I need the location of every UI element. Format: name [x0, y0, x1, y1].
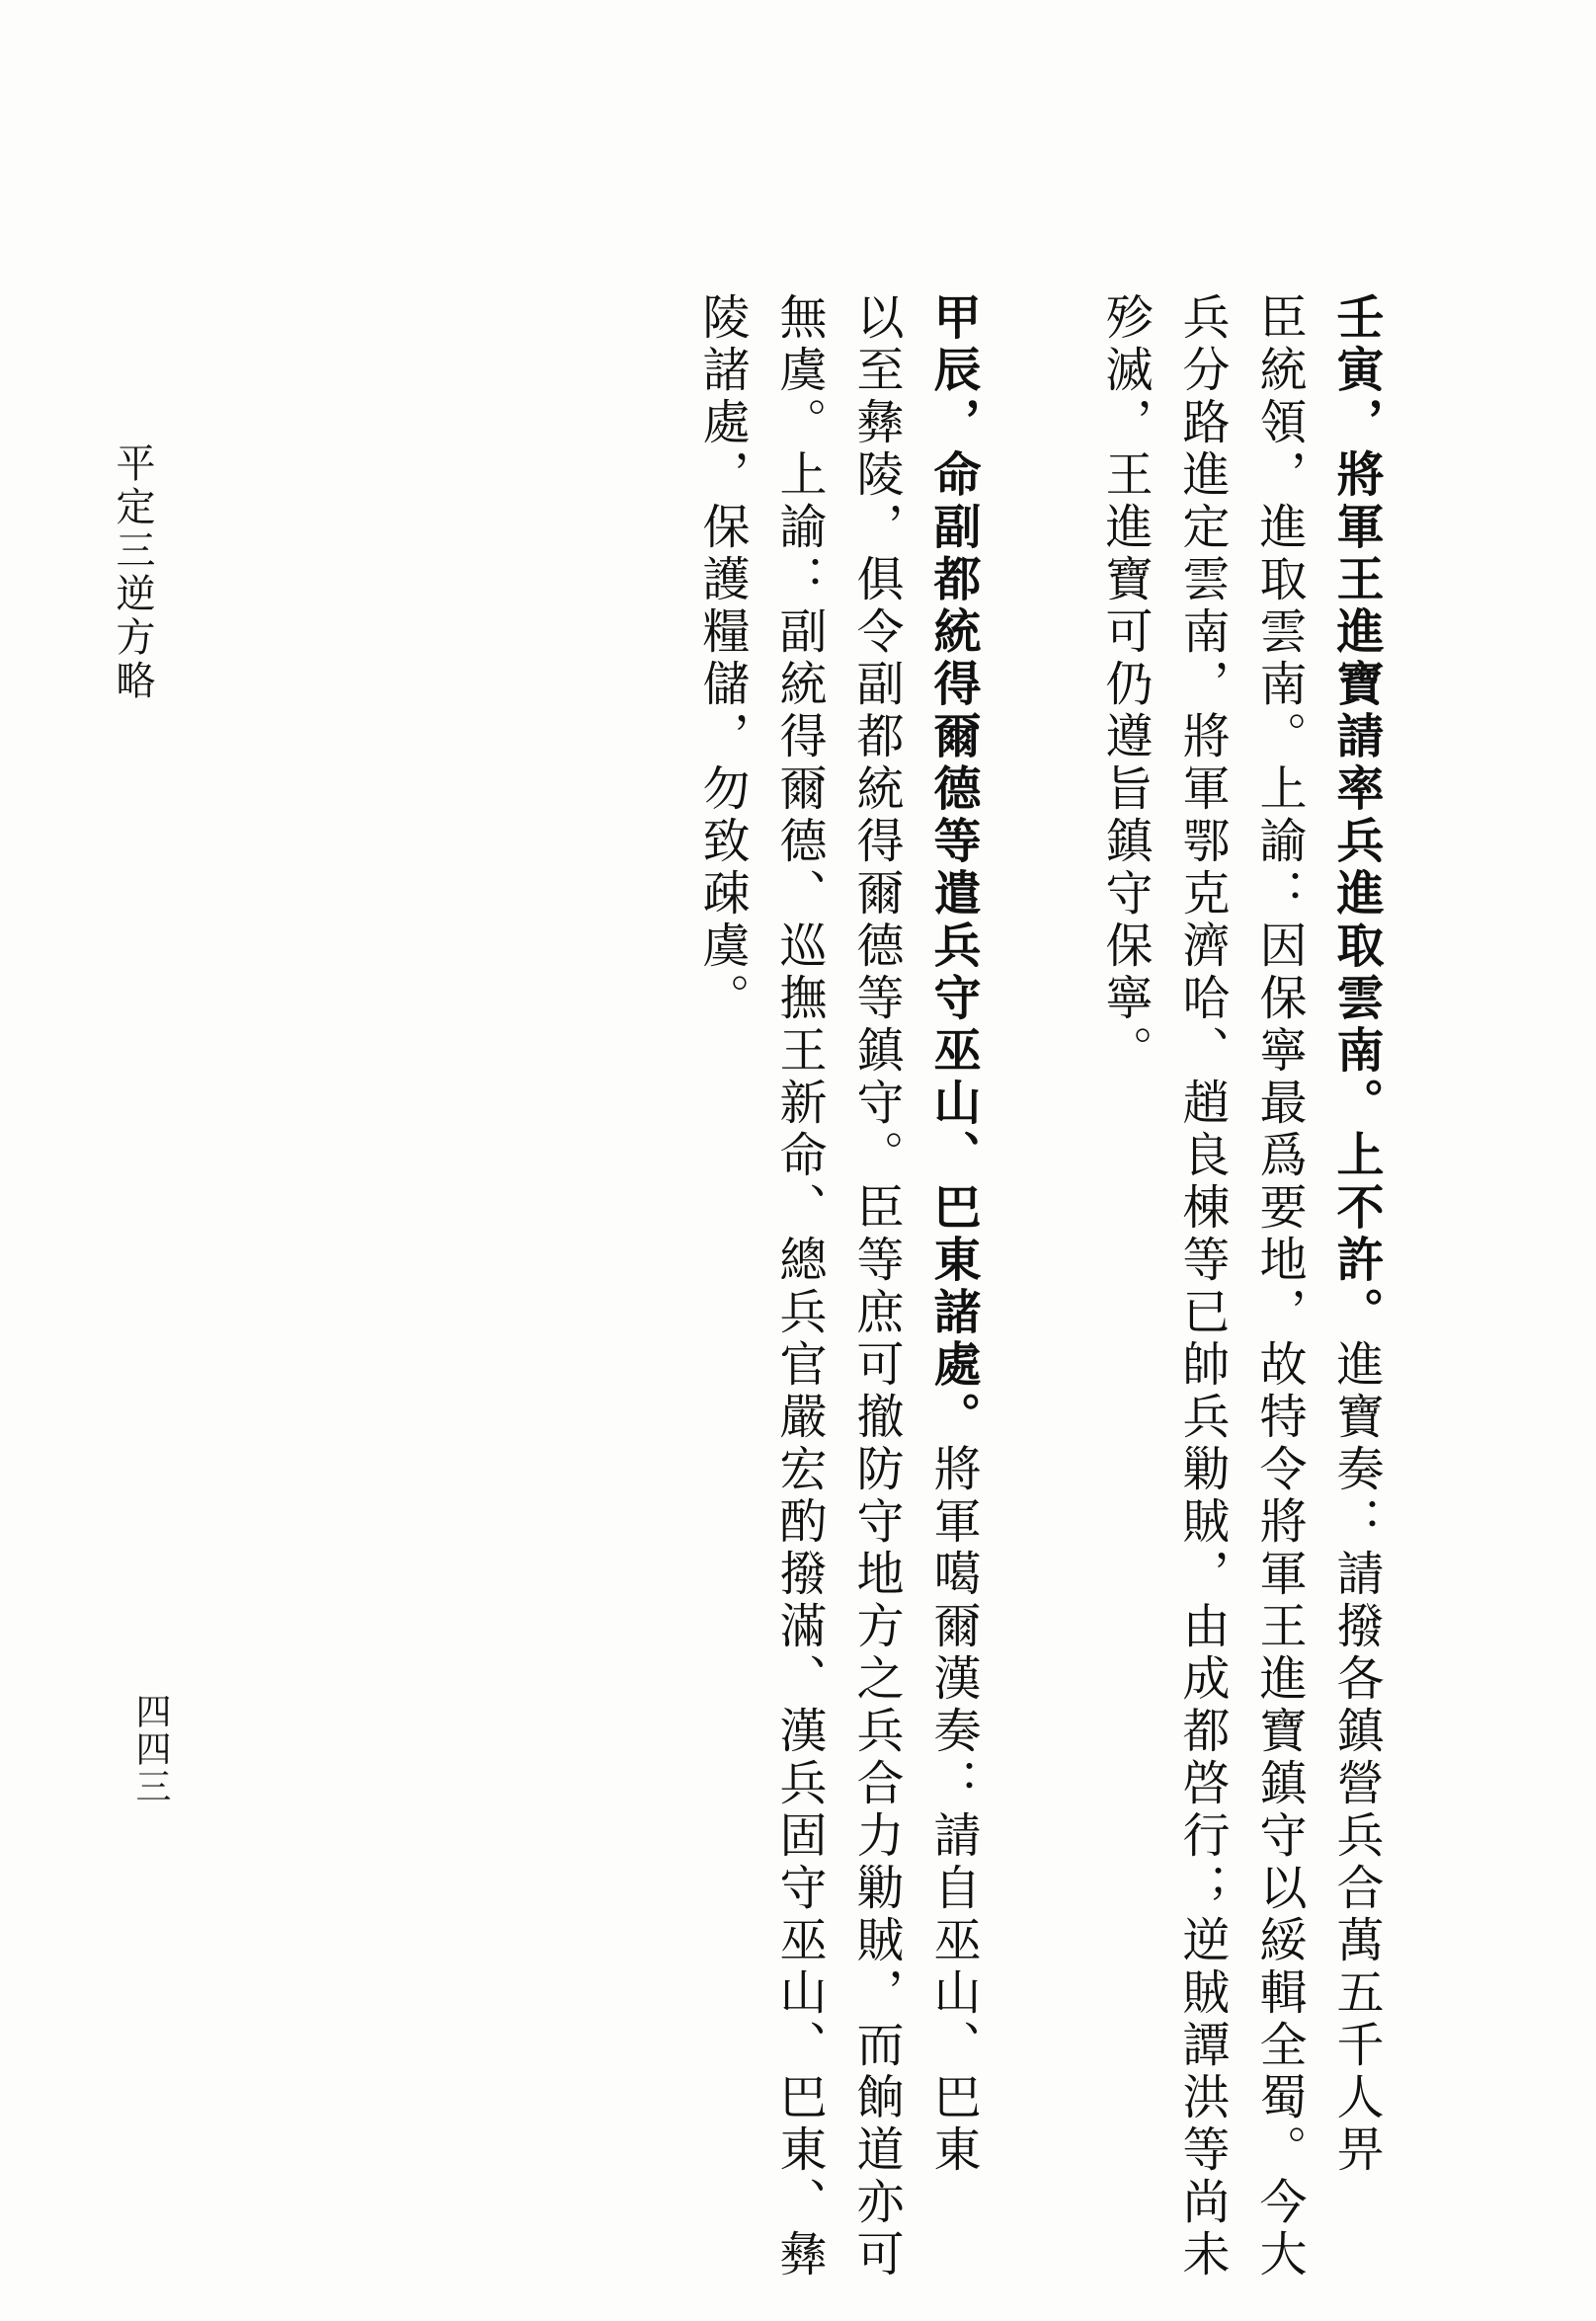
entry-heading: 壬寅，將軍王進寶請率兵進取雲南。上不許。 [1328, 292, 1384, 1339]
page-number: 四四三 [130, 1693, 171, 1805]
entry-first-line [915, 292, 1086, 2248]
entry-line: 陵諸處，保護糧儲，勿致疎虞。 [694, 292, 750, 1025]
entry-line: 以至彝陵，俱令副都統得爾德等鎮守。臣等庶可撤防守地方之兵合力勦賊，而餉道亦可 [848, 292, 904, 2281]
entry-text: 將軍噶爾漢奏：請自巫山、巴東 [925, 1444, 981, 2177]
entry-line: 臣統領，進取雲南。上諭：因保寧最爲要地，故特令將軍王進寶鎮守以綏輯全蜀。今大 [1251, 292, 1307, 2281]
main-text-block [683, 292, 1489, 2281]
entry-line: 兵分路進定雲南，將軍鄂克濟哈、趙良棟等已帥兵勦賊，由成都啓行；逆賊譚洪等尚未 [1174, 292, 1230, 2281]
book-title: 平定三逆方略 [110, 442, 155, 703]
entry-line: 殄滅，王進寶可仍遵旨鎮守保寧。 [1097, 292, 1153, 1078]
entry-heading: 甲辰，命副都統得爾德等遣兵守巫山、巴東諸處。 [925, 292, 981, 1444]
entry-text: 進寶奏：請撥各鎮營兵合萬五千人畀 [1328, 1339, 1384, 2177]
entry-first-line [1317, 292, 1489, 2248]
entry-renyin [1086, 292, 1489, 2281]
entry-jiachen [683, 292, 1086, 2281]
entry-line: 無虞。上諭：副統得爾德、巡撫王新命、總兵官嚴宏酌撥滿、漢兵固守巫山、巴東、彝 [771, 292, 827, 2281]
